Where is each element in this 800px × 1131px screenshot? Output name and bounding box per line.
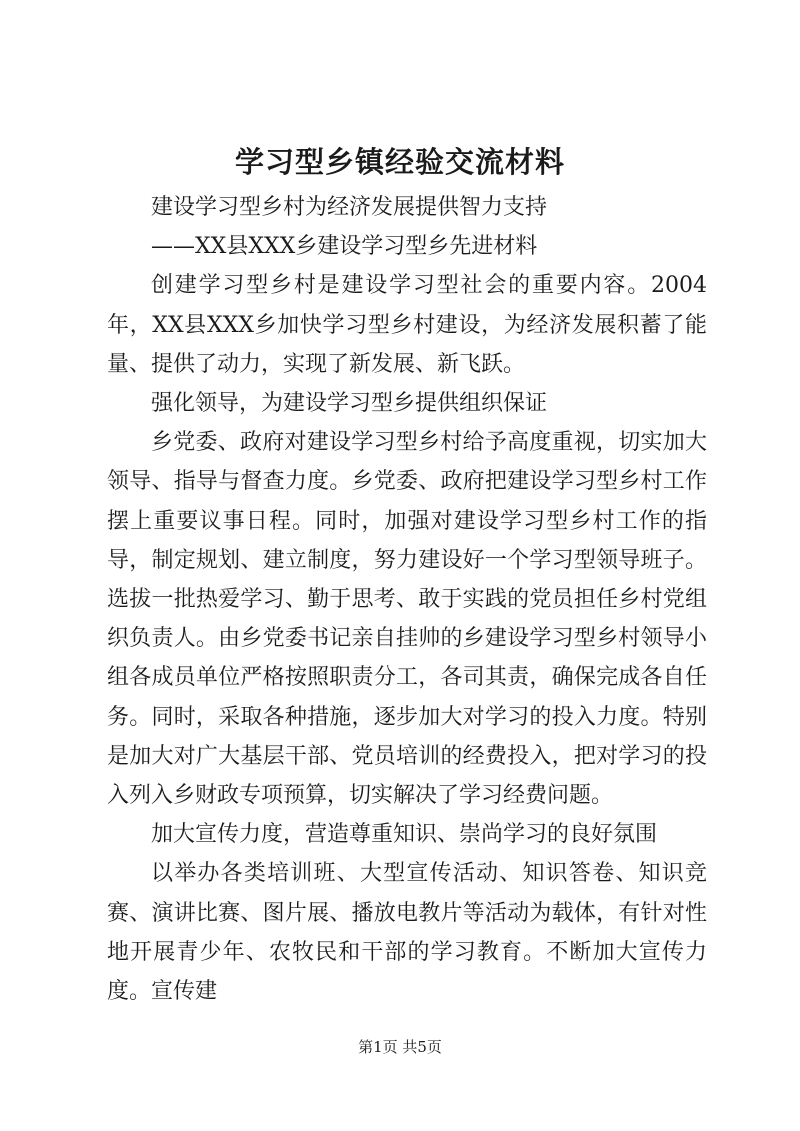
body-paragraph: 以举办各类培训班、大型宣传活动、知识答卷、知识竞赛、演讲比赛、图片展、播放电教片等活动为载体，有针对性地开展青少年、农牧民和干部的学习教育。不断加大宣传力度。宣传建 <box>107 861 707 1005</box>
page-footer: 第1页 共5页 <box>358 1038 442 1056</box>
body-paragraph: 创建学习型乡村是建设学习型社会的重要内容。2004年，XX县XXX乡加快学习型乡村建设，为经济发展积蓄了能量、提供了动力，实现了新发展、新飞跃。 <box>107 273 707 377</box>
subtitle: 建设学习型乡村为经济发展提供智力支持 <box>151 195 548 220</box>
section-heading: 加大宣传力度，营造尊重知识、崇尚学习的良好氛围 <box>151 822 658 848</box>
subtitle-source: ——XX县XXX乡建设学习型乡先进材料 <box>151 234 538 260</box>
body-paragraph: 乡党委、政府对建设学习型乡村给予高度重视，切实加大领导、指导与督查力度。乡党委、政府把建设学习型乡村工作摆上重要议事日程。同时，加强对建设学习型乡村工作的指导，制定规划、建立制度，努力建设好一个学习型领导班子。选拔一批热爱学习、勤于思考、敢于实践的党员担任乡村党组织负责人。由乡党委书记亲自挂帅的乡建设学习型乡村领导小组各成员单位严格按照职责分工，各司其责，确保完成各自任务。同时，采取各种措施，逐步加大对学习的投入力度。特别是加大对广大基层干部、党员培训的经费投入，把对学习的投入列入乡财政专项预算，切实解决了学习经费问题。 <box>107 430 707 809</box>
section-heading: 强化领导，为建设学习型乡提供组织保证 <box>151 391 548 417</box>
document-body <box>107 188 707 1011</box>
document-title: 学习型乡镇经验交流材料 <box>234 145 565 179</box>
